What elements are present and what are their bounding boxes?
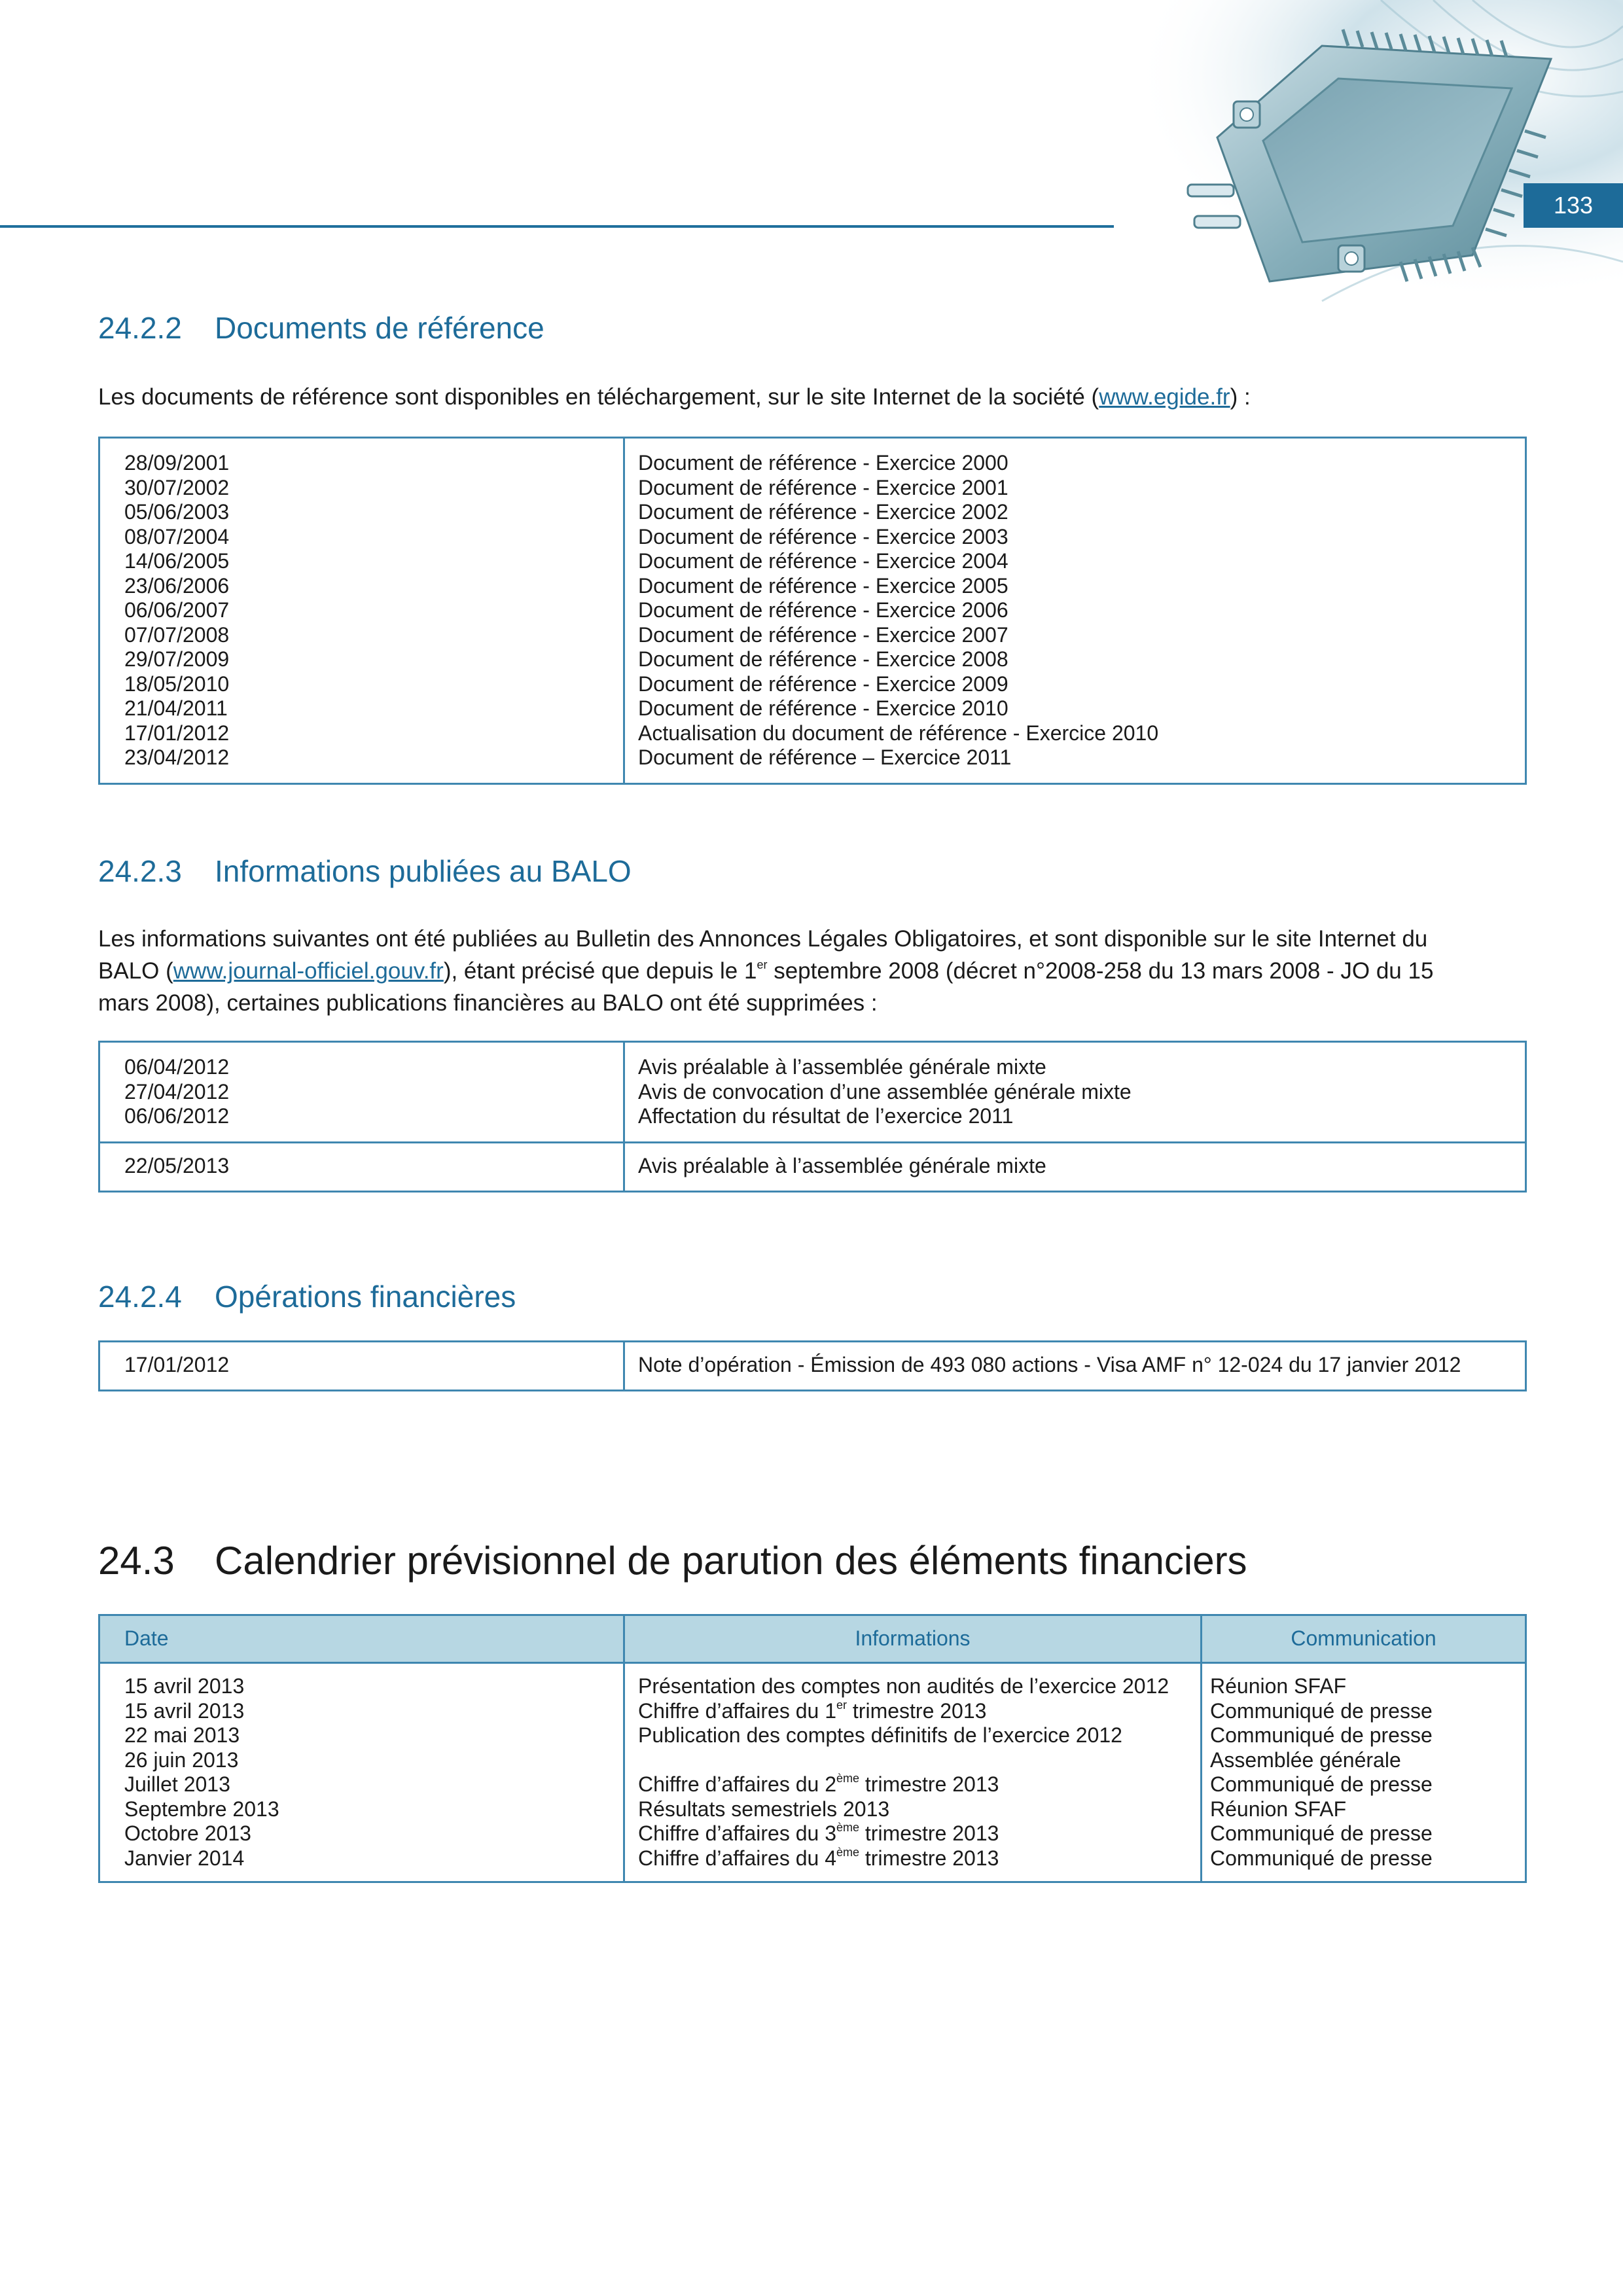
intro-text: septembre 2008 (décret n°2008-258 du 13 mars 2008 - JO du 15: [767, 958, 1434, 984]
intro-text: Les documents de référence sont disponibles en téléchargement, sur le site Internet de la société (: [98, 384, 1099, 410]
info-text: trimestre 2013: [859, 1772, 999, 1796]
document-date: 23/06/2006: [124, 573, 230, 598]
intro-text: ), étant précisé que depuis le 1: [443, 958, 757, 984]
document-title: Document de référence - Exercice 2001: [638, 475, 1008, 499]
info-text: Présentation des comptes non audités de l’exercice 2012: [638, 1674, 1169, 1698]
financial-calendar-table: [98, 1614, 1527, 1883]
document-title: Document de référence - Exercice 2004: [638, 549, 1008, 573]
section-number: 24.2.2: [98, 311, 182, 345]
document-title: Document de référence – Exercice 2011: [638, 745, 1012, 769]
table-header-row: [99, 1615, 1526, 1663]
document-title: Document de référence - Exercice 2009: [638, 672, 1008, 696]
section-number: 24.2.4: [98, 1280, 182, 1314]
communication-cell: [1202, 1663, 1526, 1882]
publication-info: Avis préalable à l’assemblée générale mixte: [638, 1055, 1046, 1079]
calendar-information: [638, 1772, 1200, 1797]
info-text: Résultats semestriels 2013: [638, 1797, 890, 1821]
publication-date: 06/06/2012: [124, 1104, 230, 1128]
section-number: 24.2.3: [98, 854, 182, 888]
journal-officiel-link[interactable]: www.journal-officiel.gouv.fr: [173, 958, 444, 984]
calendar-date: Janvier 2014: [124, 1846, 245, 1870]
document-title: Document de référence - Exercice 2006: [638, 598, 1008, 622]
info-text: Chiffre d’affaires du 3: [638, 1821, 836, 1845]
info-text: Publication des comptes définitifs de l’exercice 2012: [638, 1723, 1122, 1747]
calendar-communication: Communiqué de presse: [1210, 1698, 1433, 1723]
section-number: 24.3: [98, 1539, 175, 1583]
egide-link[interactable]: www.egide.fr: [1099, 384, 1230, 410]
info-text: trimestre 2013: [859, 1846, 999, 1870]
document-date: 23/04/2012: [124, 745, 230, 769]
section-heading-documents-reference: [98, 310, 544, 346]
calendar-information: [638, 1821, 1200, 1846]
operations-table: [98, 1340, 1527, 1391]
calendar-communication: Communiqué de presse: [1210, 1772, 1433, 1796]
publication-info: Avis de convocation d’une assemblée générale mixte: [638, 1079, 1132, 1103]
superscript: er: [757, 958, 768, 972]
document-date: 28/09/2001: [124, 451, 230, 475]
intro-text: BALO (: [98, 958, 173, 984]
document-title: Document de référence - Exercice 2007: [638, 622, 1008, 647]
document-date: 06/06/2007: [124, 598, 230, 622]
header-rule: [0, 225, 1114, 228]
document-date: 05/06/2003: [124, 500, 230, 524]
operation-info: Note d’opération - Émission de 493 080 actions - Visa AMF n° 12-024 du 17 janvier 2012: [638, 1353, 1461, 1376]
calendar-information: [638, 1846, 1200, 1871]
column-header-date: Date: [99, 1615, 624, 1663]
electronic-package-illustration: [1106, 0, 1623, 308]
section-heading-calendar: [98, 1538, 1247, 1583]
section-title: Informations publiées au BALO: [215, 854, 632, 888]
dates-cell: [99, 1042, 624, 1143]
calendar-information: [638, 1748, 1200, 1773]
balo-table: [98, 1041, 1527, 1193]
calendar-date: 26 juin 2013: [124, 1748, 239, 1772]
column-header-informations: Informations: [624, 1615, 1202, 1663]
document-title: Document de référence - Exercice 2000: [638, 451, 1008, 475]
calendar-communication: Communiqué de presse: [1210, 1846, 1433, 1870]
document-title: Document de référence - Exercice 2003: [638, 524, 1008, 548]
section-heading-balo: [98, 853, 632, 889]
superscript: ème: [836, 1821, 860, 1835]
documents-intro: [98, 381, 1251, 413]
info-cell: [624, 1663, 1202, 1882]
calendar-date: 22 mai 2013: [124, 1723, 240, 1747]
superscript: ème: [836, 1845, 860, 1859]
document-date: 29/07/2009: [124, 647, 230, 671]
document-date: 21/04/2011: [124, 696, 228, 720]
calendar-communication: Réunion SFAF: [1210, 1674, 1347, 1698]
document-date: 07/07/2008: [124, 622, 230, 647]
column-header-communication: Communication: [1202, 1615, 1526, 1663]
table-row: [99, 1342, 1526, 1391]
balo-intro-line-2: [98, 955, 1525, 987]
document-date: 17/01/2012: [124, 721, 230, 745]
document-date: 08/07/2004: [124, 524, 230, 548]
calendar-communication: Réunion SFAF: [1210, 1797, 1347, 1821]
dates-cell: [99, 1663, 624, 1882]
info-text: trimestre 2013: [847, 1698, 987, 1723]
document-title: Document de référence - Exercice 2002: [638, 500, 1008, 524]
calendar-communication: Communiqué de presse: [1210, 1821, 1433, 1845]
calendar-information: [638, 1797, 1200, 1822]
calendar-date: Juillet 2013: [124, 1772, 230, 1796]
calendar-date: 15 avril 2013: [124, 1674, 245, 1698]
calendar-date: 15 avril 2013: [124, 1698, 245, 1723]
publication-info: Affectation du résultat de l’exercice 2011: [638, 1104, 1014, 1128]
calendar-information: [638, 1723, 1200, 1748]
publication-date: 27/04/2012: [124, 1079, 230, 1103]
documents-cell: [624, 438, 1526, 784]
balo-intro-line-1: Les informations suivantes ont été publiées au Bulletin des Annonces Légales Obligatoires, et sont disponible sur le site Internet du: [98, 926, 1428, 952]
table-row: [99, 1042, 1526, 1143]
calendar-communication: Assemblée générale: [1210, 1748, 1401, 1772]
publication-date: 22/05/2013: [124, 1154, 230, 1177]
publication-date: 06/04/2012: [124, 1055, 230, 1079]
intro-text-end: ) :: [1230, 384, 1251, 410]
document-date: 14/06/2005: [124, 549, 230, 573]
section-heading-operations: [98, 1279, 516, 1314]
balo-intro: [98, 923, 1525, 1019]
document-title: Document de référence - Exercice 2008: [638, 647, 1008, 671]
table-row: [99, 1663, 1526, 1882]
section-title: Calendrier prévisionnel de parution des éléments financiers: [215, 1539, 1247, 1583]
info-cell: [624, 1143, 1526, 1192]
publication-info: Avis préalable à l’assemblée générale mixte: [638, 1154, 1046, 1177]
info-text: Chiffre d’affaires du 4: [638, 1846, 836, 1870]
info-cell: [624, 1342, 1526, 1391]
table-row: [99, 1143, 1526, 1192]
calendar-communication: Communiqué de presse: [1210, 1723, 1433, 1747]
page-number: 133: [1524, 183, 1623, 228]
calendar-date: Octobre 2013: [124, 1821, 251, 1845]
info-text: trimestre 2013: [859, 1821, 999, 1845]
document-title: Actualisation du document de référence - Exercice 2010: [638, 721, 1159, 745]
document-title: Document de référence - Exercice 2010: [638, 696, 1008, 720]
dates-cell: [99, 438, 624, 784]
superscript: ème: [836, 1772, 860, 1785]
calendar-information: [638, 1699, 1200, 1724]
document-date: 18/05/2010: [124, 672, 230, 696]
info-cell: [624, 1042, 1526, 1143]
calendar-date: Septembre 2013: [124, 1797, 279, 1821]
dates-cell: [99, 1342, 624, 1391]
calendar-information: [638, 1674, 1200, 1699]
reference-documents-table: [98, 437, 1527, 785]
operation-date: 17/01/2012: [124, 1353, 230, 1376]
superscript: er: [836, 1698, 847, 1712]
section-title: Opérations financières: [215, 1280, 516, 1314]
document-date: 30/07/2002: [124, 475, 230, 499]
dates-cell: [99, 1143, 624, 1192]
balo-intro-line-3: mars 2008), certaines publications financières au BALO ont été supprimées :: [98, 990, 878, 1016]
table-row: [99, 438, 1526, 784]
section-title: Documents de référence: [215, 311, 544, 345]
info-text: Chiffre d’affaires du 1: [638, 1698, 836, 1723]
info-text: Chiffre d’affaires du 2: [638, 1772, 836, 1796]
document-title: Document de référence - Exercice 2005: [638, 573, 1008, 598]
